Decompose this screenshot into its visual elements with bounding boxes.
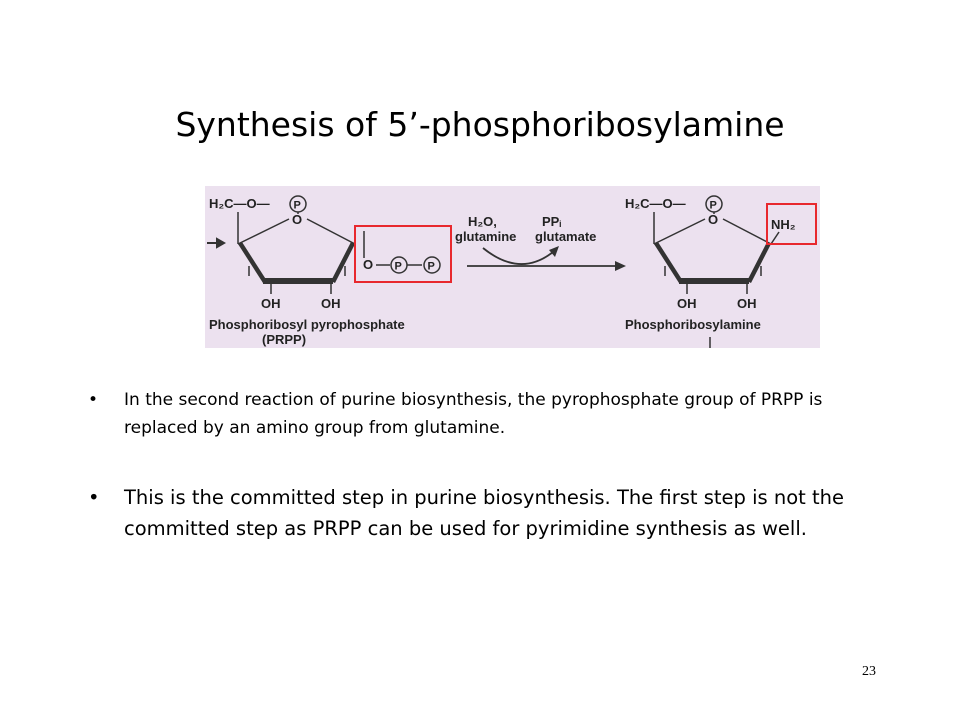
reaction-conditions (455, 214, 626, 271)
pra-ch2-group: H₂C—O— (625, 196, 686, 211)
pyrophosphate-highlight-box (355, 226, 451, 282)
prpp-ch2-group: H₂C—O— (209, 196, 270, 211)
bullet-marker: • (88, 486, 100, 509)
bullet-marker: • (88, 390, 99, 410)
reactant-line1: H₂O, (468, 214, 497, 229)
pra-amino-group: NH₂ (771, 217, 796, 232)
bullet-item (88, 482, 848, 544)
pra-phosphate-label: P (709, 199, 717, 212)
prpp-phosphate-label: P (293, 199, 301, 212)
prpp-ring-oxygen: O (292, 212, 303, 227)
reaction-figure (205, 186, 820, 348)
pra-oh-1: OH (677, 296, 697, 311)
pra-oh-2: OH (737, 296, 757, 311)
svg-text:P: P (394, 260, 402, 273)
slide-title: Synthesis of 5’-phosphoribosylamine (175, 105, 785, 144)
bullet-text: This is the committed step in purine biosynthesis. The first step is not the committed step as PRPP can be used for pyrimidine synthesis as well. (124, 486, 845, 540)
phosphoribosylamine-structure (625, 196, 796, 348)
prpp-name-line2: (PRPP) (262, 332, 307, 347)
page-number: 23 (862, 664, 876, 679)
prpp-structure (209, 196, 440, 347)
pra-ring-oxygen: O (708, 212, 719, 227)
prpp-oh-1: OH (261, 296, 281, 311)
bullet-text: In the second reaction of purine biosynthesis, the pyrophosphate group of PRPP is replaced by an amino group from glutamine. (124, 390, 823, 438)
prpp-oh-2: OH (321, 296, 341, 311)
product-line1: PPᵢ (542, 214, 562, 229)
pra-name: Phosphoribosylamine (625, 317, 761, 332)
reaction-diagram (205, 186, 820, 348)
reactant-line2: glutamine (455, 229, 517, 244)
bullet-list (88, 386, 848, 544)
product-line2: glutamate (535, 229, 597, 244)
reaction-curved-arrow (483, 248, 553, 264)
prpp-bridge-oxygen: O (363, 257, 374, 272)
prpp-name-line1: Phosphoribosyl pyrophosphate (209, 317, 405, 332)
svg-text:P: P (427, 260, 435, 273)
bullet-item (88, 386, 848, 442)
incoming-arrow (207, 239, 224, 247)
